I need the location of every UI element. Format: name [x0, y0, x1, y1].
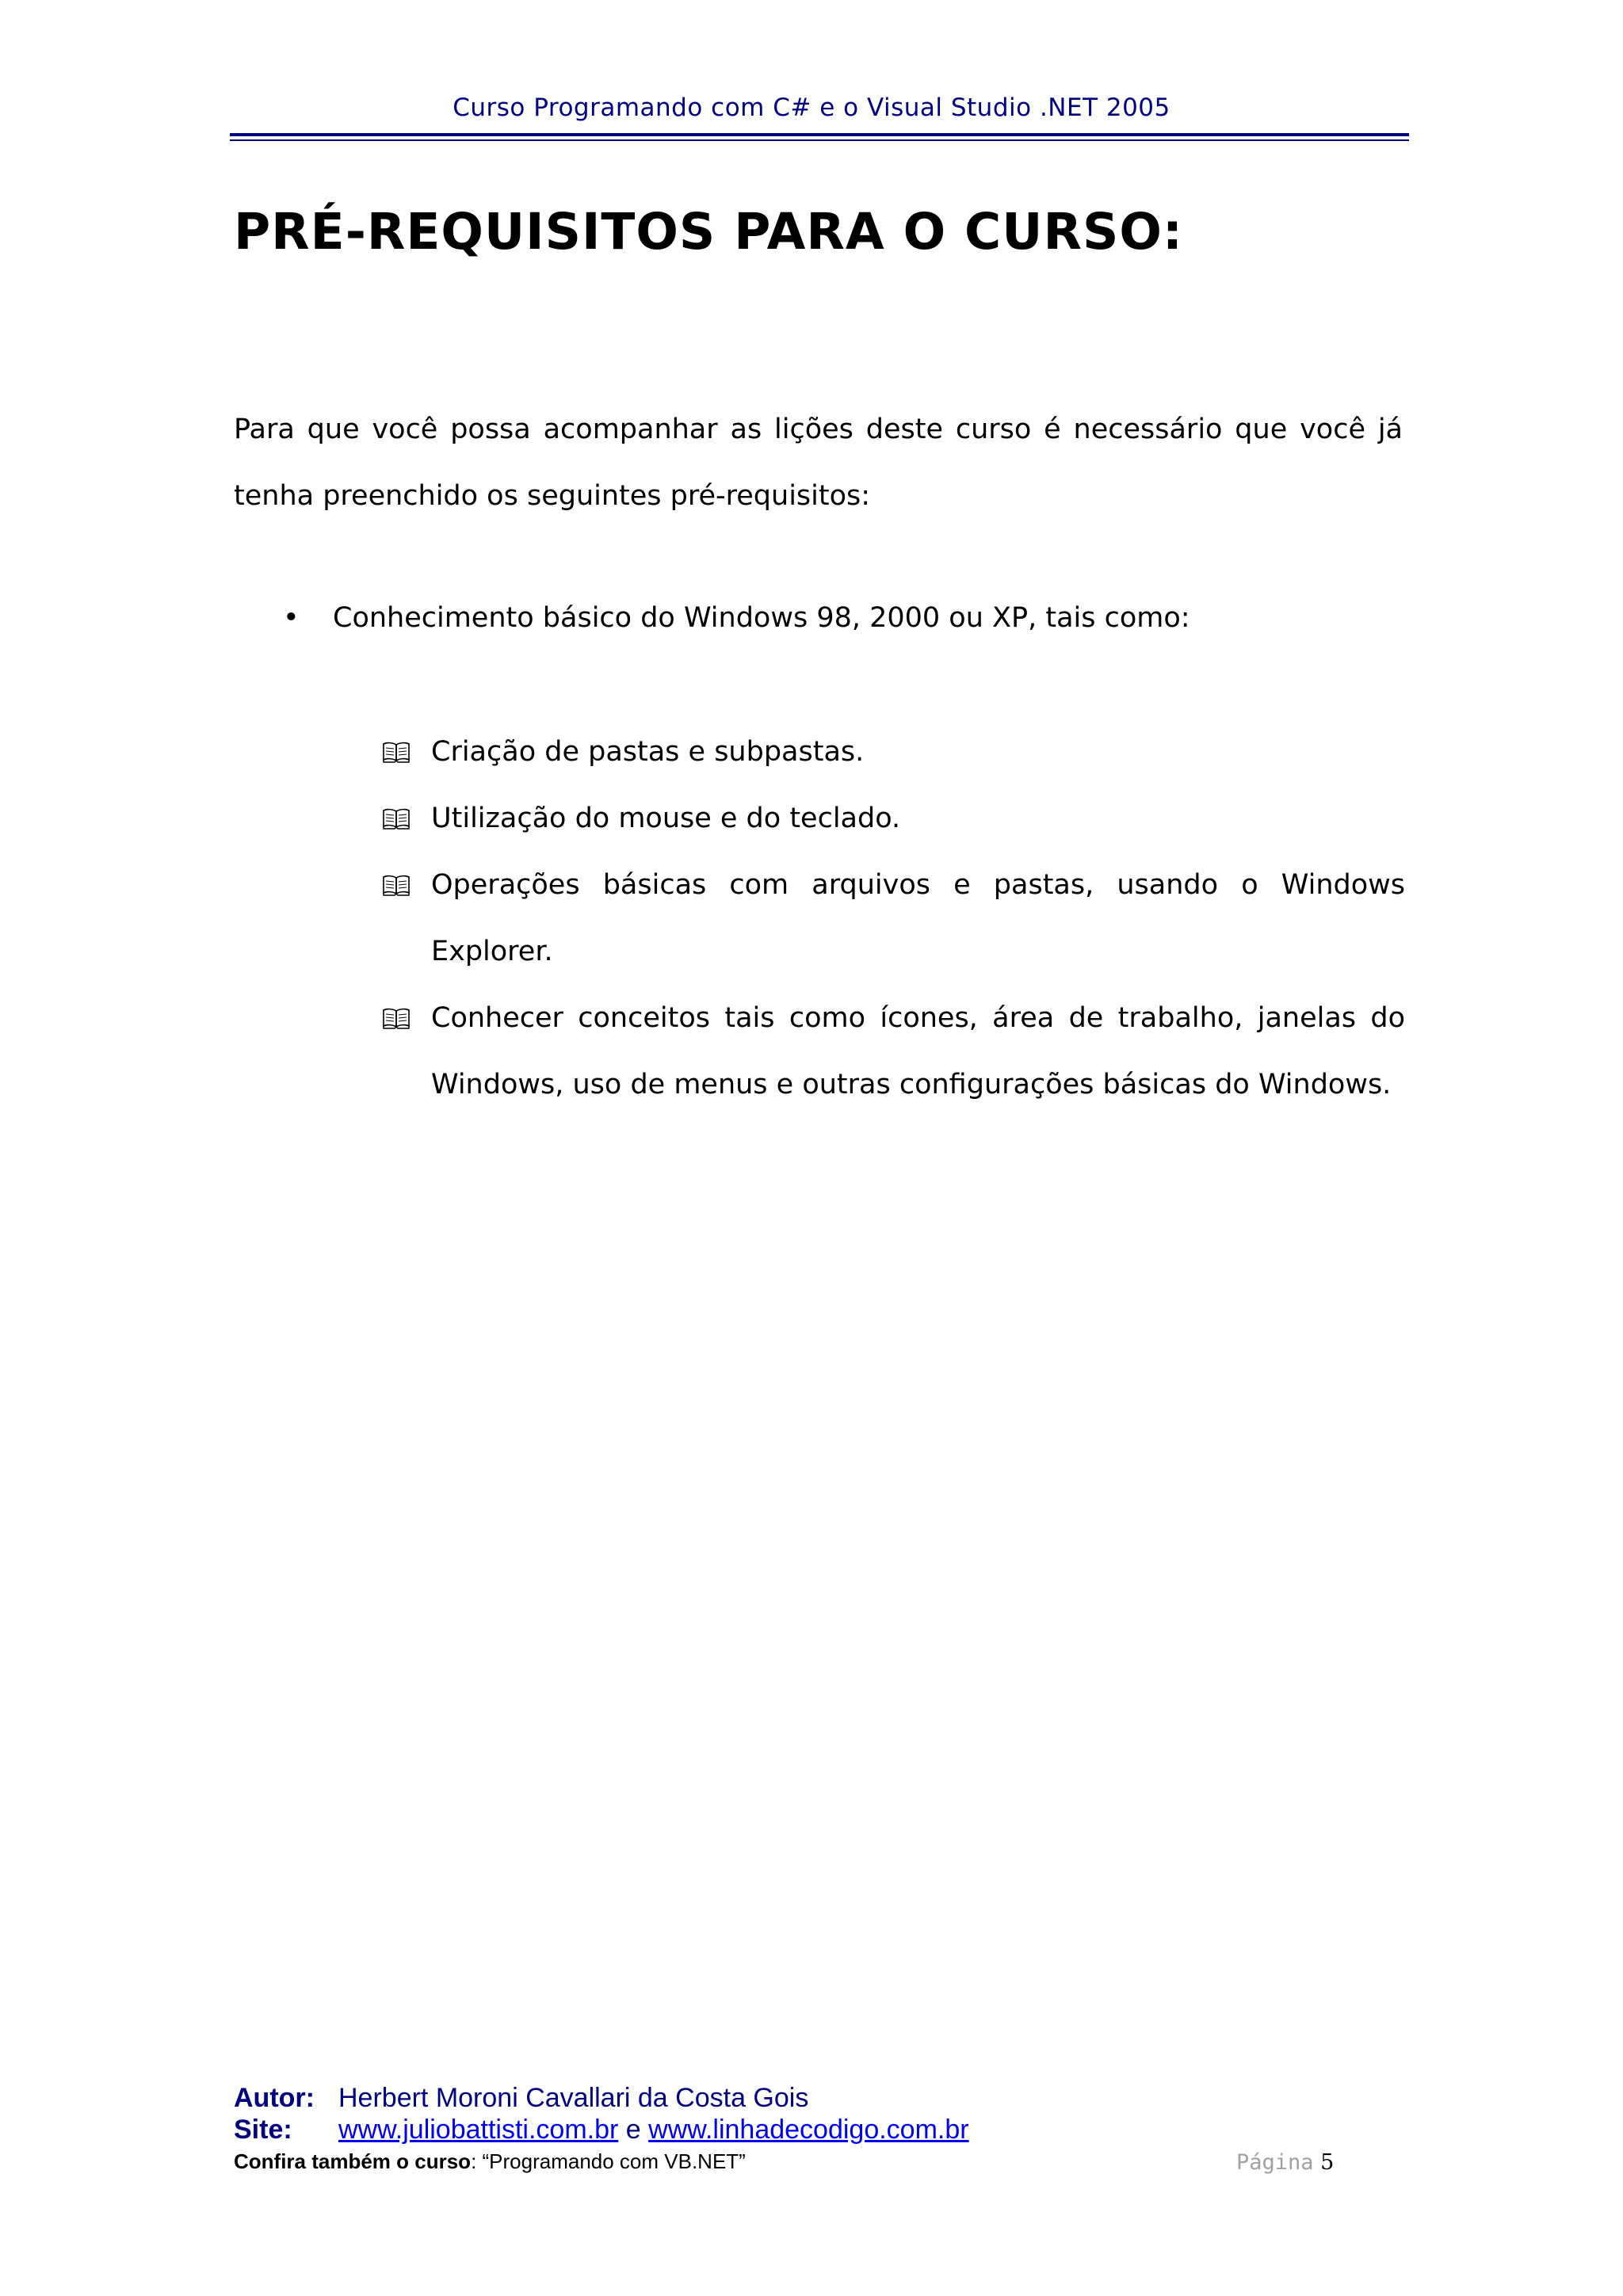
- book-icon: [382, 873, 411, 897]
- author-label: Autor:: [234, 2083, 315, 2113]
- bullet-symbol: •: [283, 602, 300, 634]
- intro-paragraph: Para que você possa acompanhar as lições deste curso é necessário que você já tenha preenchido os seguintes pré-requisitos:: [234, 414, 1403, 512]
- list-item: [380, 719, 1405, 785]
- list-item-text: Operações básicas com arquivos e pastas, usando o Windows Explorer.: [431, 869, 1405, 967]
- site-link-linhadecodigo[interactable]: www.linhadecodigo.com.br: [648, 2115, 969, 2145]
- page-number-label: Página: [1236, 2150, 1314, 2175]
- page-title: PRÉ-REQUISITOS PARA O CURSO:: [234, 203, 1184, 261]
- running-header: Curso Programando com C# e o Visual Studio .NET 2005: [453, 93, 1170, 122]
- list-item-text: Criação de pastas e subpastas.: [431, 736, 865, 768]
- footer-note: [234, 2149, 746, 2174]
- list-item-text: Utilização do mouse e do teclado.: [431, 803, 901, 834]
- book-icon: [382, 807, 411, 830]
- bullet-text: Conhecimento básico do Windows 98, 2000 ou XP, tais como:: [333, 602, 1190, 634]
- book-icon: [382, 740, 411, 764]
- header-rule-secondary: [230, 139, 1409, 141]
- list-item: [380, 985, 1405, 1118]
- book-icon: [382, 1006, 411, 1030]
- list-item-text: Conhecer conceitos tais como ícones, área de trabalho, janelas do Windows, uso de menus e outras configurações básicas do Windows.: [431, 1002, 1405, 1100]
- list-item: [380, 785, 1405, 852]
- footer-author-row: [234, 2082, 809, 2114]
- list-item: [380, 852, 1405, 985]
- site-separator: e: [618, 2115, 649, 2145]
- page-number: [1236, 2150, 1334, 2175]
- footer-note-text: : “Programando com VB.NET”: [471, 2149, 746, 2173]
- sub-list: [380, 719, 1405, 1118]
- site-label: Site:: [234, 2115, 292, 2145]
- site-links: [338, 2114, 969, 2145]
- page-footer: [234, 2082, 969, 2174]
- page-number-value: 5: [1320, 2150, 1335, 2175]
- header-rule: [230, 133, 1409, 136]
- footer-site-row: [234, 2114, 969, 2145]
- author-name: Herbert Moroni Cavallari da Costa Gois: [338, 2083, 809, 2113]
- footer-note-bold: Confira também o curso: [234, 2149, 472, 2173]
- site-link-juliobattisti[interactable]: www.juliobattisti.com.br: [338, 2115, 619, 2145]
